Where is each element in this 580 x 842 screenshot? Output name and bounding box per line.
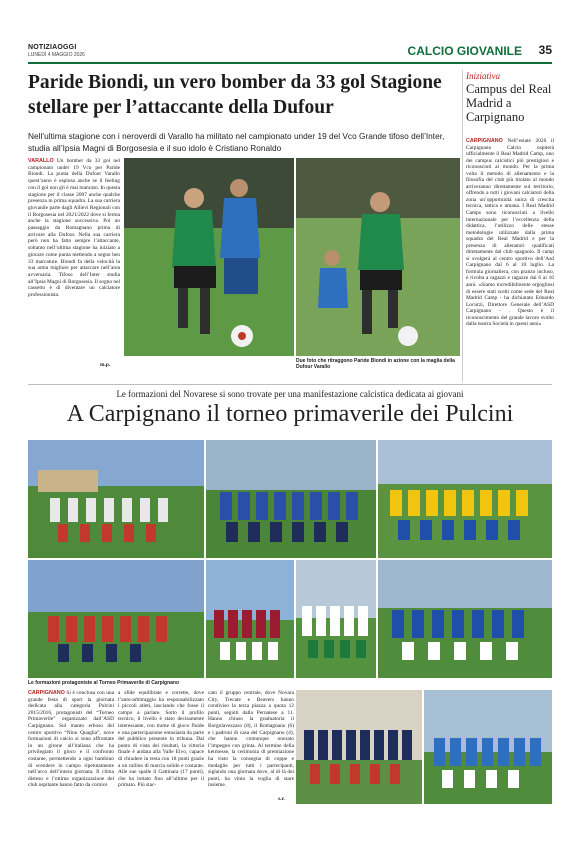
sidebar-text: Nell’estate 2026 il Carpignano Calcio ospiterà ufficialmente il Real Madrid Camp, uno dei campus calcistici più prestigiosi e riconosciuti al mondo. Per la prima volta il metodo di allenamento e la filosofia del club più titolato al mondo arriveranno direttamente sul territorio, offrendo a tutti i giovani calciatori della zona un’opportunità unica di crescita tecnica, tattica e umana. I Real Madrid Camps sono riconosciuti a livello internazionale per l’eccellenza della didattica, l’utilizzo delle stesse metodologie utilizzate dalla prima squadra del Real Madrid e per la presenza di allenatori qualificati direttamente dal club spagnolo. Il camp si svolgerà al centro sportivo dell’Asd Carpignano dal 6 al 10 luglio. La formula giornaliera, con pranzo incluso, è rivolta a ragazzi e ragazze dai 6 ai 16 anni. «Siamo incredibilmente orgogliosi di essere stati scelti come sede del Real Madrid Camp - ha dichiarato Edoardo Locurzi, Direttore Generale dell’ASD Carpignano - . Questo è il riconoscimento del grande lavoro svolto dalla nostra Società in questi anni» xyxy=(466,138,554,328)
photo-player-dribble xyxy=(296,158,460,356)
issue-date: LUNEDÌ 4 MAGGIO 2026 xyxy=(28,52,85,58)
dateline: CARPIGNANO xyxy=(466,138,503,144)
article-text: Un bomber da 33 gol nel campionato under 19 Vco per Paride Biondi. La punta della Dufour Varallo quest’anno è esplosa anche se il feeling con il gol non gli è mai mancato. In questa stagione per il classe 2007 anche qualche presenza in prima squadra. La sua carriera giovanile parte dagli Allievi Regionali con il Borgosesia nel 2021/2022 dove si ferma anche la stagione successiva. Poi un passaggio da Romagnano prima di arrivare alla Dufour. Nella sua carriera però non ha fatto sempre l’attaccante, soltanto nell’ultima stagione ha iniziato a giocare come punta mettendo a segno ben 33 marcature. Biondi fa della velocità la sua arma migliore per attaccare nell’area avversaria. Tifoso dell’Inter studia all’Ipsia Magni di Borgosesia. Il sogno nel cassetto è di diventare un calciatore professionista. xyxy=(28,158,120,299)
section-divider xyxy=(28,384,552,385)
team-photo-4 xyxy=(28,560,204,678)
team-photo-6 xyxy=(296,560,376,678)
article2-text-col1: Si è conclusa con una grande festa di sport la giornata dedicata alla categoria Pulcini 2015/2016, protagonisti del “Torneo Primaverile” organizzato dall’ASD Carpignano. Sul manto erboso del centro sportivo “Nino Quaglia”, nove formazioni di calcio si sono affrontate in un girone all’italiana che ha privilegiato il gioco e il confronto costante, permettendo a ogni bambino di scendere in campo ripetutamente nell’arco dell’intera giornata. Il clima disteso e l’ottima organizzazione del club ospitante hanno fatto da cornice xyxy=(28,690,114,789)
page-number: 35 xyxy=(538,43,552,57)
photo-caption: Le formazioni protagoniste al Torneo Primaverile di Carpignano xyxy=(28,680,180,686)
dateline: VARALLO xyxy=(28,158,54,164)
team-photo-1 xyxy=(28,440,204,558)
article-subtitle: Nell’ultima stagione con i neroverdi di Varallo ha militato nel campionato under 19 del Vco Grande tifoso dell’Inter, studia all’Ipsia Magni di Borgosesia e il suo idolo è Cristiano Ronaldo xyxy=(28,131,445,153)
article2-body-col3: cato il gruppo centrale, dove Novara City, Trecate e Beavers hanno condiviso la terza piazza a quota 12 punti, seguiti dalla Pernatese a 11. Hanno chiuso la graduatoria il Borgolavezzaro (8), il Romagnano (6) e i padroni di casa del Carpignano (4), che hanno comunque onorato l’impegno con grinta. Al termine della kermesse, la cerimonia di premiazione ha visto la consegna di coppe e medaglie per tutti i partecipanti, siglando una giornata dove, al di là dei punti, ha vinto la voglia di stare insieme. xyxy=(208,690,294,789)
article-body xyxy=(28,158,120,299)
team-photo-5 xyxy=(206,560,294,678)
section-title: CALCIO GIOVANILE xyxy=(407,44,522,58)
sidebar-headline: Campus del Real Madrid a Carpignano xyxy=(466,82,552,124)
photo-caption: Due foto che ritraggono Paride Biondi in azione con la maglia della Dufour Varallo xyxy=(296,358,455,371)
author-signature: s.r. xyxy=(278,796,285,802)
team-photo-7 xyxy=(378,560,552,678)
author-signature: m.p. xyxy=(100,362,111,368)
team-photo-9 xyxy=(424,690,552,804)
article2-body-col2: a sfide equilibrate e corrette, dove l’auto-arbitraggio ha responsabilizzato i piccoli atleti, lasciando che fosse il campo a parlare. Sotto il profilo tecnico, il livello è stato decisamente interessante, con trame di gioco fluide e una partecipazione entusiasta da parte del pubblico presente in tribuna. Dal punto di vista dei risultati, la vittoria finale è andata alla Valle Elvo, capace di chiudere in testa con 18 punti grazie a un rullino di marcia solido e costante. Alle sue spalle il Gattinara (17 punti), che ha lottato fino all’ultimo per il primato. Più stac- xyxy=(118,690,204,789)
header-rule xyxy=(28,62,552,64)
article2-kicker: Le formazioni del Novarese si sono trovate per una manifestazione calcistica dedicata ai giovani xyxy=(116,389,464,399)
page-header xyxy=(28,42,552,64)
article2-headline: A Carpignano il torneo primaverile dei Pulcini xyxy=(66,401,514,427)
article-headline: Paride Biondi, un vero bomber da 33 gol Stagione stellare per l’attaccante della Dufour xyxy=(28,72,442,118)
team-photo-3 xyxy=(378,440,552,558)
masthead: NOTIZIAOGGI xyxy=(28,44,77,51)
article2-body-col1 xyxy=(28,690,114,789)
sidebar-body xyxy=(466,138,554,328)
column-rule xyxy=(462,70,463,382)
photo-player-action xyxy=(124,158,294,356)
sidebar-kicker: Iniziativa xyxy=(466,71,500,81)
dateline: CARPIGNANO xyxy=(28,690,65,696)
team-photo-8 xyxy=(296,690,422,804)
team-photo-2 xyxy=(206,440,376,558)
